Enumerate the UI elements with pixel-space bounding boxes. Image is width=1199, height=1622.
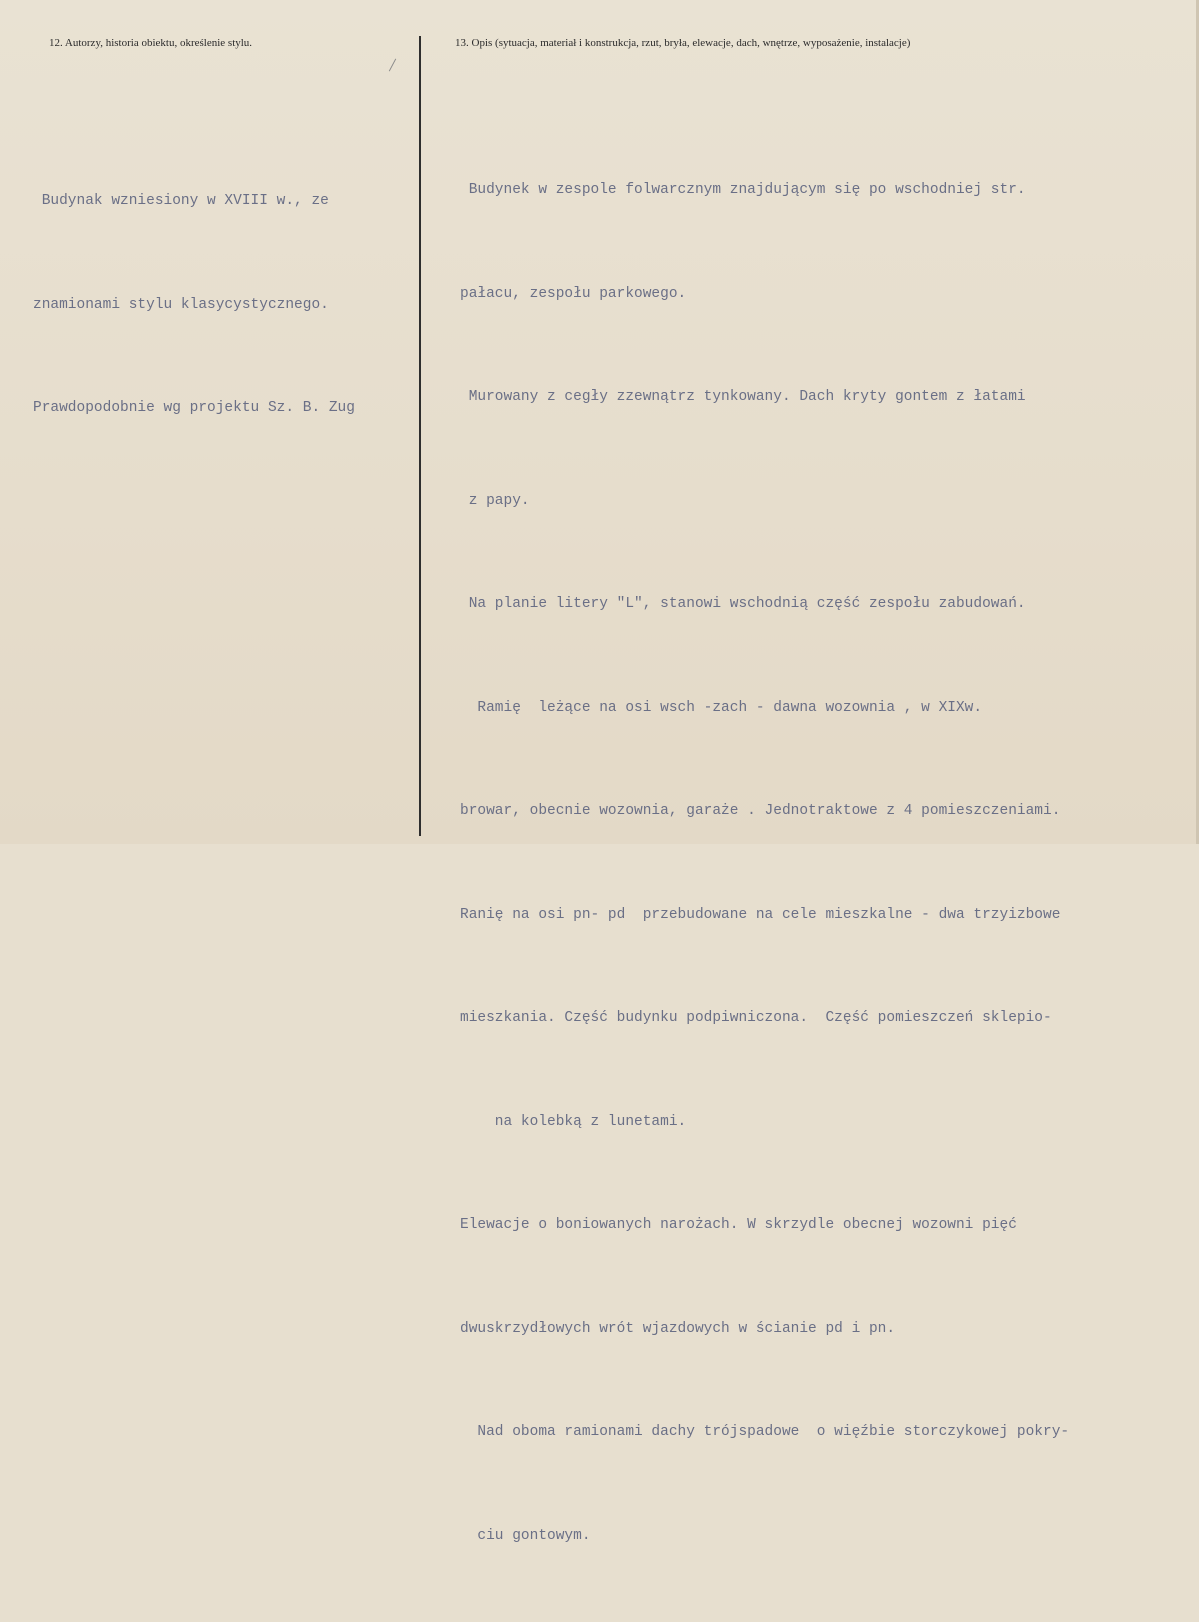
section-13-body (460, 104, 1180, 1622)
section-13-header: 13. Opis (sytuacja, materiał i konstrukcja, rzut, bryła, elewacje, dach, wnętrze, wyposażenie, instalacje) (455, 37, 911, 49)
section-13-line: Ramię leżące na osi wsch -zach - dawna wozownia , w XIXw. (460, 699, 983, 716)
section-13-line: z papy. (460, 492, 530, 509)
section-12-header: 12. Autorzy, historia obiektu, określenie stylu. (49, 37, 253, 49)
section-12-body (33, 115, 419, 495)
section-13-line: dwuskrzydłowych wrót wjazdowych w ścianie pd i pn. (460, 1320, 896, 1337)
section-13-line: mieszkania. Część budynku podpiwniczona. Część pomieszczeń sklepio- (460, 1010, 1052, 1026)
section-13-line: na kolebką z lunetami. (460, 1113, 687, 1130)
section-12-line: Budynak wzniesiony w XVIII w., ze (33, 193, 329, 209)
section-13-line: pałacu, zespołu parkowego. (460, 285, 687, 302)
section-13-line: Na planie litery "L", stanowi wschodnią część zespołu zabudowań. (460, 596, 1026, 612)
section-13-line: Elewacje o boniowanych narożach. W skrzydle obecnej wozowni pięć (460, 1217, 1017, 1233)
section-13-line: Murowany z cegły zzewnątrz tynkowany. Dach kryty gontem z łatami (460, 389, 1026, 405)
section-13-line: Ranię na osi pn- pd przebudowane na cele mieszkalne - dwa trzyizbowe (460, 906, 1061, 923)
column-divider (419, 36, 421, 836)
section-13-line: ciu gontowym. (460, 1527, 591, 1544)
section-13-line: Nad oboma ramionami dachy trójspadowe o więźbie storczykowej pokry- (460, 1424, 1070, 1440)
section-12-line: Prawdopodobnie wg projektu Sz. B. Zug (33, 400, 355, 416)
section-13-line: Budynek w zespole folwarcznym znajdującym się po wschodniej str. (460, 182, 1026, 198)
section-12-line: znamionami stylu klasycystycznego. (33, 296, 329, 313)
pencil-mark (389, 59, 396, 72)
section-13-line: browar, obecnie wozownia, garaże . Jednotraktowe z 4 pomieszczeniami. (460, 803, 1061, 819)
